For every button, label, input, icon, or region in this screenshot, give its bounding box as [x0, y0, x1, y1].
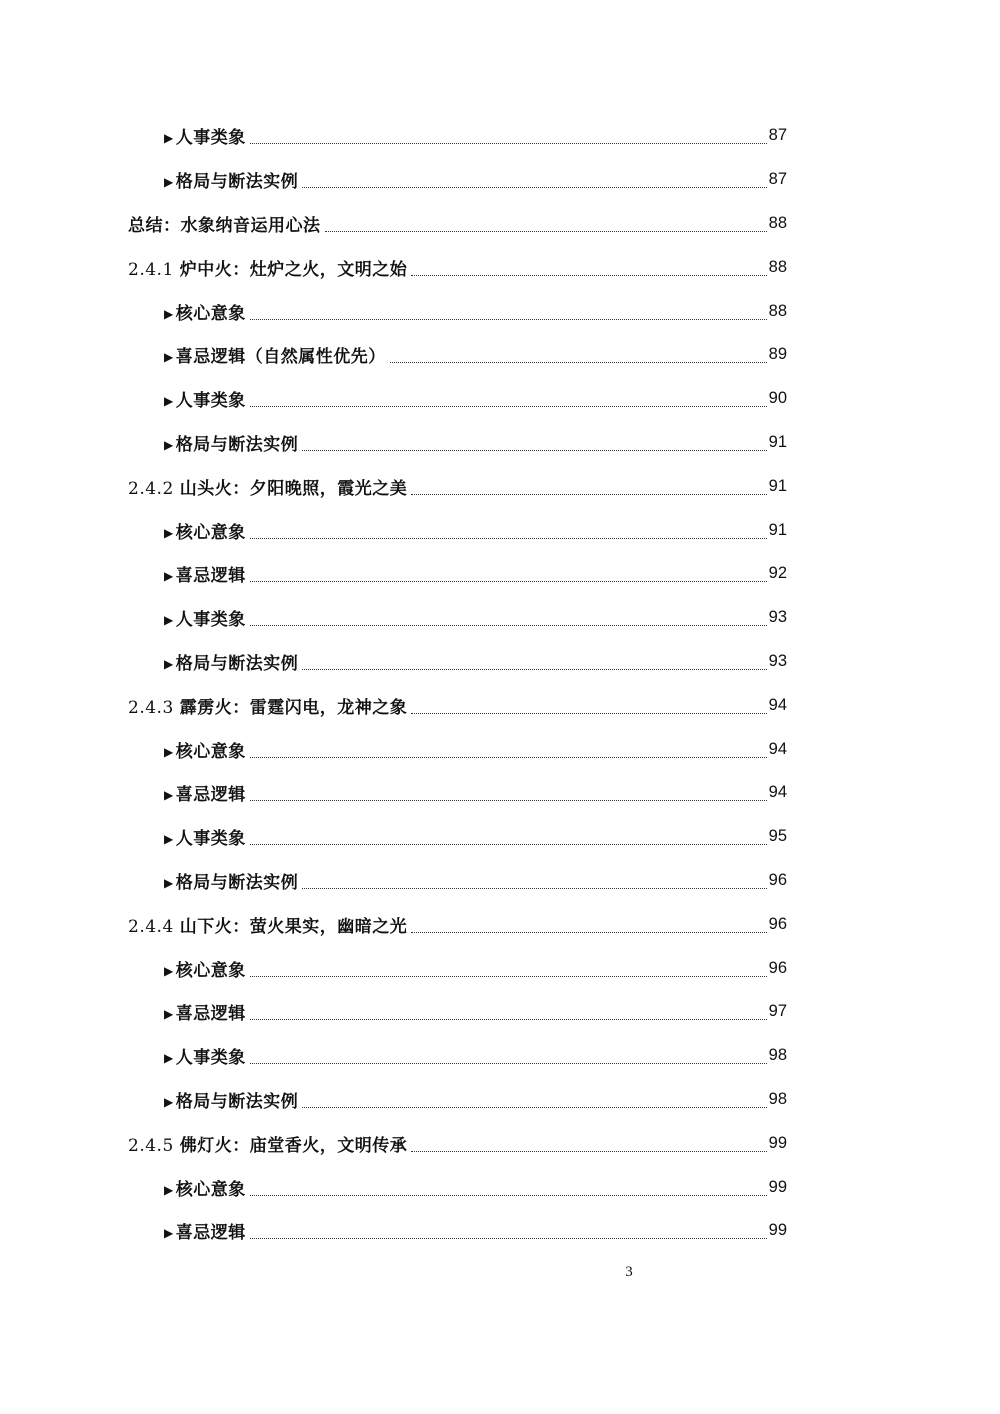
dot-leader: [250, 143, 767, 144]
toc-subsection-entry[interactable]: [0, 1078, 1000, 1122]
toc-entry-page: 88: [768, 301, 787, 320]
triangle-bullet-icon: ▶: [164, 569, 174, 584]
toc-section-entry[interactable]: [0, 464, 1000, 508]
toc-entry-text: 人事类象: [175, 610, 246, 631]
toc-entry-text: 格局与断法实例: [175, 172, 299, 193]
dot-leader: [325, 231, 767, 232]
toc-subsection-entry[interactable]: [0, 946, 1000, 990]
toc-entry-text: 格局与断法实例: [175, 872, 299, 893]
toc-entry-page: 91: [768, 432, 787, 451]
dot-leader: [302, 888, 766, 889]
toc-entry-text: 霹雳火：雷霆闪电，龙神之象: [179, 697, 408, 718]
dot-leader: [250, 319, 767, 320]
toc-subsection-entry[interactable]: [0, 552, 1000, 596]
toc-subsection-entry[interactable]: [0, 289, 1000, 333]
dot-leader: [250, 406, 767, 407]
toc-entry-title: [128, 211, 321, 236]
dot-leader: [250, 976, 767, 977]
table-of-contents: [0, 114, 1000, 1253]
toc-section-number: 2.4.3: [128, 697, 174, 718]
toc-entry-title: [164, 123, 246, 148]
toc-subsection-entry[interactable]: [0, 377, 1000, 421]
triangle-bullet-icon: ▶: [164, 963, 174, 978]
toc-entry-text: 喜忌逻辑（自然属性优先）: [175, 347, 386, 368]
toc-entry-page: 89: [768, 345, 787, 364]
toc-entry-title: [164, 956, 246, 981]
toc-subsection-entry[interactable]: [0, 158, 1000, 202]
toc-section-entry[interactable]: [0, 902, 1000, 946]
toc-entry-text: 格局与断法实例: [175, 434, 299, 455]
toc-entry-title: [164, 518, 246, 543]
toc-entry-page: 96: [768, 958, 787, 977]
toc-section-number: 2.4.4: [128, 916, 174, 937]
toc-entry-page: 90: [768, 389, 787, 408]
toc-entry-title: [128, 912, 407, 937]
triangle-bullet-icon: ▶: [164, 131, 174, 146]
toc-subsection-entry[interactable]: [0, 640, 1000, 684]
toc-entry-title: [164, 386, 246, 411]
toc-entry-page: 91: [768, 476, 787, 495]
toc-entry-text: 总结：水象纳音运用心法: [128, 215, 321, 236]
toc-entry-text: 格局与断法实例: [175, 1091, 299, 1112]
toc-entry-text: 佛灯火：庙堂香火，文明传承: [179, 1135, 408, 1156]
toc-entry-page: 98: [768, 1089, 787, 1108]
toc-entry-title: [164, 1175, 246, 1200]
toc-entry-page: 97: [768, 1002, 787, 1021]
toc-entry-page: 91: [768, 520, 787, 539]
triangle-bullet-icon: ▶: [164, 1226, 174, 1241]
triangle-bullet-icon: ▶: [164, 1094, 174, 1109]
toc-entry-page: 96: [768, 914, 787, 933]
dot-leader: [302, 1107, 766, 1108]
toc-entry-page: 99: [768, 1177, 787, 1196]
triangle-bullet-icon: ▶: [164, 437, 174, 452]
triangle-bullet-icon: ▶: [164, 350, 174, 365]
triangle-bullet-icon: ▶: [164, 613, 174, 628]
toc-entry-title: [164, 342, 386, 367]
toc-entry-text: 核心意象: [175, 1179, 246, 1200]
triangle-bullet-icon: ▶: [164, 1051, 174, 1066]
toc-entry-page: 88: [768, 213, 787, 232]
toc-entry-text: 人事类象: [175, 128, 246, 149]
toc-entry-title: [164, 1087, 298, 1112]
toc-subsection-entry[interactable]: [0, 1034, 1000, 1078]
dot-leader: [411, 713, 766, 714]
toc-entry-text: 核心意象: [175, 303, 246, 324]
toc-subsection-entry[interactable]: [0, 333, 1000, 377]
toc-subsection-entry[interactable]: [0, 1165, 1000, 1209]
toc-subsection-entry[interactable]: [0, 596, 1000, 640]
toc-subsection-entry[interactable]: [0, 859, 1000, 903]
triangle-bullet-icon: ▶: [164, 832, 174, 847]
toc-subsection-entry[interactable]: [0, 990, 1000, 1034]
triangle-bullet-icon: ▶: [164, 744, 174, 759]
toc-entry-title: [164, 868, 298, 893]
toc-entry-text: 核心意象: [175, 960, 246, 981]
toc-entry-page: 92: [768, 564, 787, 583]
toc-subsection-entry[interactable]: [0, 114, 1000, 158]
toc-entry-text: 山头火：夕阳晚照，霞光之美: [179, 478, 408, 499]
toc-entry-text: 人事类象: [175, 829, 246, 850]
dot-leader: [302, 450, 766, 451]
toc-entry-title: [128, 693, 407, 718]
toc-entry-title: [164, 605, 246, 630]
toc-section-entry[interactable]: [0, 245, 1000, 289]
dot-leader: [250, 625, 767, 626]
triangle-bullet-icon: ▶: [164, 306, 174, 321]
toc-entry-title: [164, 299, 246, 324]
toc-entry-text: 喜忌逻辑: [175, 1004, 246, 1025]
dot-leader: [250, 581, 767, 582]
toc-entry-page: 87: [768, 126, 787, 145]
toc-entry-text: 喜忌逻辑: [175, 785, 246, 806]
toc-entry-title: [164, 780, 246, 805]
toc-entry-page: 94: [768, 783, 787, 802]
triangle-bullet-icon: ▶: [164, 1182, 174, 1197]
toc-entry-text: 喜忌逻辑: [175, 566, 246, 587]
toc-entry-text: 人事类象: [175, 391, 246, 412]
toc-entry-page: 99: [768, 1133, 787, 1152]
triangle-bullet-icon: ▶: [164, 875, 174, 890]
toc-entry-page: 93: [768, 608, 787, 627]
toc-subsection-entry[interactable]: [0, 771, 1000, 815]
toc-entry-title: [164, 737, 246, 762]
toc-entry-text: 核心意象: [175, 522, 246, 543]
toc-entry-page: 94: [768, 739, 787, 758]
toc-entry-text: 山下火：萤火果实，幽暗之光: [179, 916, 408, 937]
toc-entry-page: 95: [768, 827, 787, 846]
toc-subsection-entry[interactable]: [0, 727, 1000, 771]
toc-section-number: 2.4.5: [128, 1135, 174, 1156]
toc-entry-text: 人事类象: [175, 1048, 246, 1069]
dot-leader: [250, 757, 767, 758]
dot-leader: [250, 1195, 767, 1196]
page-number: 3: [625, 1264, 633, 1280]
toc-entry-title: [164, 167, 298, 192]
toc-entry-title: [128, 474, 407, 499]
toc-entry-page: 96: [768, 870, 787, 889]
toc-entry-title: [164, 561, 246, 586]
toc-entry-text: 喜忌逻辑: [175, 1223, 246, 1244]
toc-entry-title: [164, 649, 298, 674]
dot-leader: [411, 275, 766, 276]
triangle-bullet-icon: ▶: [164, 394, 174, 409]
toc-section-number: 2.4.1: [128, 259, 174, 280]
triangle-bullet-icon: ▶: [164, 656, 174, 671]
dot-leader: [302, 187, 766, 188]
dot-leader: [250, 1063, 767, 1064]
toc-entry-title: [128, 255, 407, 280]
toc-subsection-entry[interactable]: [0, 815, 1000, 859]
dot-leader: [411, 932, 766, 933]
toc-entry-page: 93: [768, 651, 787, 670]
toc-section-entry[interactable]: [0, 1121, 1000, 1165]
toc-section-number: 2.4.2: [128, 478, 174, 499]
dot-leader: [411, 1151, 766, 1152]
toc-entry-page: 98: [768, 1046, 787, 1065]
toc-entry-title: [164, 824, 246, 849]
toc-entry-text: 炉中火：灶炉之火，文明之始: [179, 259, 408, 280]
toc-subsection-entry[interactable]: [0, 1209, 1000, 1253]
triangle-bullet-icon: ▶: [164, 788, 174, 803]
dot-leader: [390, 362, 767, 363]
toc-subsection-entry[interactable]: [0, 508, 1000, 552]
dot-leader: [302, 669, 766, 670]
toc-section-entry[interactable]: [0, 202, 1000, 246]
triangle-bullet-icon: ▶: [164, 525, 174, 540]
triangle-bullet-icon: ▶: [164, 175, 174, 190]
toc-entry-text: 格局与断法实例: [175, 653, 299, 674]
dot-leader: [250, 1238, 767, 1239]
toc-entry-page: 99: [768, 1221, 787, 1240]
toc-entry-page: 88: [768, 257, 787, 276]
toc-section-entry[interactable]: [0, 683, 1000, 727]
toc-entry-page: 87: [768, 170, 787, 189]
toc-entry-title: [128, 1131, 407, 1156]
dot-leader: [411, 494, 766, 495]
dot-leader: [250, 844, 767, 845]
toc-entry-title: [164, 1043, 246, 1068]
toc-subsection-entry[interactable]: [0, 421, 1000, 465]
toc-entry-title: [164, 430, 298, 455]
dot-leader: [250, 800, 767, 801]
toc-entry-title: [164, 1218, 246, 1243]
triangle-bullet-icon: ▶: [164, 1007, 174, 1022]
toc-entry-text: 核心意象: [175, 741, 246, 762]
toc-entry-page: 94: [768, 695, 787, 714]
toc-entry-title: [164, 999, 246, 1024]
dot-leader: [250, 538, 767, 539]
dot-leader: [250, 1019, 767, 1020]
